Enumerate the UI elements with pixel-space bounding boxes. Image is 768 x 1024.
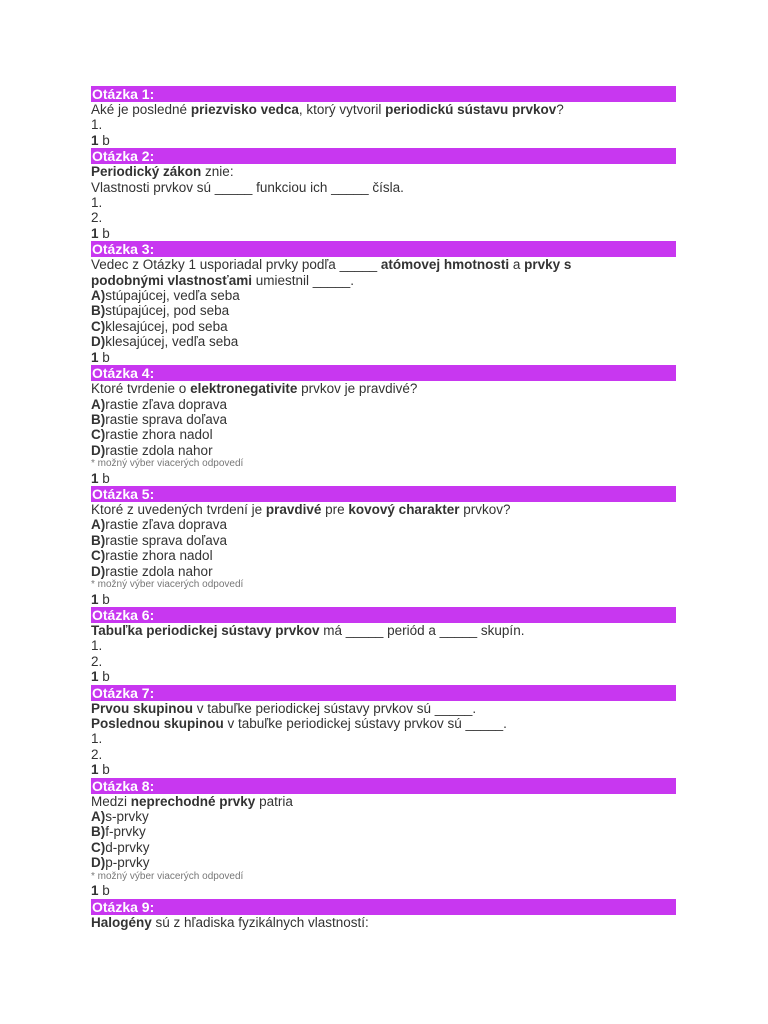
answer-option [91, 564, 676, 579]
question-title: Otázka 1: [91, 86, 676, 102]
answer-text: 1. [91, 117, 103, 133]
answer-text: s-prvky [105, 809, 149, 825]
question-text: patria [255, 793, 293, 809]
answer-option [91, 731, 676, 746]
points-line [91, 350, 676, 365]
answer-bold-text: D) [91, 855, 106, 871]
answer-option [91, 840, 676, 855]
question-text: Ktoré tvrdenie o [91, 381, 191, 397]
question-text: a [509, 257, 525, 273]
question-text: Vedec z Otázky 1 usporiadal prvky podľa _____ [91, 257, 381, 273]
answer-bold-text: C) [91, 839, 106, 855]
question-block [91, 86, 676, 148]
points-line [91, 226, 676, 241]
points-line [91, 883, 676, 898]
answer-bold-text: D) [91, 563, 106, 579]
points-unit: b [98, 132, 110, 148]
question-title: Otázka 7: [91, 685, 676, 701]
question-title: Otázka 4: [91, 365, 676, 381]
answer-bold-text: B) [91, 303, 106, 319]
question-title: Otázka 5: [91, 486, 676, 502]
answer-option [91, 747, 676, 762]
answer-text: stúpajúcej, pod seba [105, 303, 230, 319]
question-text: ? [556, 102, 564, 117]
multiple-choice-note: * možný výber viacerých odpovedí [91, 579, 244, 591]
question-bold-text: neprechodné prvky [130, 793, 256, 809]
question-title: Otázka 9: [91, 899, 676, 915]
multiple-choice-note: * možný výber viacerých odpovedí [91, 458, 244, 470]
answer-bold-text: B) [91, 824, 106, 840]
question-text-line [91, 716, 676, 731]
question-text: prvkov? [459, 502, 511, 518]
answer-text: rastie zdola nahor [105, 563, 213, 579]
answer-text: 1. [91, 195, 103, 211]
answer-option [91, 195, 676, 210]
question-text-line [91, 273, 676, 288]
points-unit: b [98, 883, 110, 899]
answer-option [91, 533, 676, 548]
question-bold-text: Halogény [91, 914, 152, 930]
question-text-line [91, 381, 676, 396]
question-text: prvkov je pravdivé? [297, 381, 418, 397]
question-title: Otázka 2: [91, 148, 676, 164]
points-line [91, 762, 676, 777]
question-text-line [91, 257, 676, 272]
answer-text: d-prvky [105, 839, 150, 855]
question-bold-text: Tabuľka periodickej sústavy prvkov [91, 622, 320, 638]
points-line [91, 133, 676, 148]
multiple-choice-note: * možný výber viacerých odpovedí [91, 870, 244, 882]
question-text-line [91, 623, 676, 638]
answer-text: rastie zhora nadol [105, 548, 213, 564]
points-unit: b [98, 470, 110, 486]
answer-bold-text: D) [91, 334, 106, 350]
points-value: 1 [91, 349, 99, 365]
points-unit: b [98, 669, 110, 685]
answer-bold-text: A) [91, 517, 106, 533]
answer-option [91, 824, 676, 839]
question-text: znie: [201, 164, 234, 180]
answer-option [91, 303, 676, 318]
answer-option [91, 638, 676, 653]
points-unit: b [98, 591, 110, 607]
answer-option [91, 427, 676, 442]
answer-option [91, 809, 676, 824]
question-title: Otázka 6: [91, 607, 676, 623]
question-text: Ktoré z uvedených tvrdení je [91, 502, 266, 518]
answer-bold-text: C) [91, 427, 106, 443]
question-block [91, 607, 676, 685]
question-text: má _____ periód a _____ skupín. [319, 622, 525, 638]
question-text-line [91, 701, 676, 716]
answer-text: klesajúcej, pod seba [105, 318, 228, 334]
points-value: 1 [91, 225, 99, 241]
question-bold-text: elektronegativite [190, 381, 298, 397]
points-value: 1 [91, 132, 99, 148]
answer-text: p-prvky [105, 855, 150, 871]
points-value: 1 [91, 762, 99, 778]
points-value: 1 [91, 883, 99, 899]
question-bold-text: pravdivé [265, 502, 322, 518]
answer-option [91, 443, 676, 458]
question-text-line [91, 180, 676, 195]
answer-text: klesajúcej, vedľa seba [105, 334, 239, 350]
answer-bold-text: C) [91, 318, 106, 334]
question-block [91, 148, 676, 241]
answer-bold-text: A) [91, 809, 106, 825]
question-title: Otázka 3: [91, 241, 676, 257]
question-text: v tabuľke periodickej sústavy prvkov sú _____. [193, 700, 477, 716]
question-bold-text: kovový charakter [348, 502, 460, 518]
answer-text: stúpajúcej, vedľa seba [105, 288, 240, 304]
answer-bold-text: A) [91, 288, 106, 304]
answer-option [91, 548, 676, 563]
points-value: 1 [91, 470, 99, 486]
question-block [91, 778, 676, 899]
answer-option [91, 397, 676, 412]
question-text: Vlastnosti prvkov sú _____ funkciou ich _____ čísla. [91, 179, 404, 195]
points-unit: b [98, 349, 110, 365]
question-text: v tabuľke periodickej sústavy prvkov sú _____. [223, 716, 507, 731]
answer-text: 1. [91, 638, 103, 654]
points-line [91, 592, 676, 607]
answer-bold-text: B) [91, 532, 106, 548]
question-block [91, 899, 676, 930]
question-bold-text: Prvou skupinou [91, 700, 194, 716]
question-bold-text: atómovej hmotnosti [380, 257, 510, 273]
quiz-document [91, 86, 676, 930]
answer-text: rastie sprava doľava [105, 411, 228, 427]
question-text-line [91, 502, 676, 517]
question-text-line [91, 915, 676, 930]
question-bold-text: periodickú sústavu prvkov [385, 102, 557, 117]
question-bold-text: prvky s [524, 257, 572, 273]
question-title: Otázka 8: [91, 778, 676, 794]
question-bold-text: podobnými vlastnosťami [91, 272, 252, 288]
question-block [91, 685, 676, 778]
question-text: pre [321, 502, 349, 518]
answer-text: rastie zdola nahor [105, 442, 213, 458]
answer-text: rastie sprava doľava [105, 532, 228, 548]
question-text: Aké je posledné [91, 102, 191, 117]
question-text: umiestnil _____. [252, 272, 355, 288]
question-text: sú z hľadiska fyzikálnych vlastností: [151, 914, 369, 930]
answer-text: 2. [91, 210, 103, 226]
answer-option [91, 412, 676, 427]
answer-text: 1. [91, 731, 103, 747]
question-bold-text: Periodický zákon [91, 164, 202, 180]
answer-option [91, 654, 676, 669]
answer-option [91, 517, 676, 532]
question-text-line [91, 102, 676, 117]
answer-bold-text: D) [91, 442, 106, 458]
answer-option [91, 210, 676, 225]
points-value: 1 [91, 591, 99, 607]
answer-text: 2. [91, 653, 103, 669]
question-block [91, 486, 676, 607]
points-value: 1 [91, 669, 99, 685]
answer-option [91, 334, 676, 349]
answer-bold-text: C) [91, 548, 106, 564]
question-text-line [91, 164, 676, 179]
answer-text: rastie zľava doprava [105, 517, 228, 533]
points-unit: b [98, 225, 110, 241]
answer-bold-text: A) [91, 396, 106, 412]
question-bold-text: Poslednou skupinou [91, 716, 224, 731]
answer-text: 2. [91, 746, 103, 762]
question-text-line [91, 794, 676, 809]
answer-option [91, 117, 676, 132]
answer-text: rastie zľava doprava [105, 396, 228, 412]
question-text: , ktorý vytvoril [298, 102, 386, 117]
answer-option [91, 855, 676, 870]
question-block [91, 365, 676, 486]
answer-option [91, 319, 676, 334]
points-line [91, 471, 676, 486]
points-line [91, 669, 676, 684]
question-block [91, 241, 676, 365]
points-unit: b [98, 762, 110, 778]
answer-text: f-prvky [105, 824, 146, 840]
question-bold-text: priezvisko vedca [190, 102, 299, 117]
answer-text: rastie zhora nadol [105, 427, 213, 443]
question-text: Medzi [91, 793, 131, 809]
answer-option [91, 288, 676, 303]
answer-bold-text: B) [91, 411, 106, 427]
